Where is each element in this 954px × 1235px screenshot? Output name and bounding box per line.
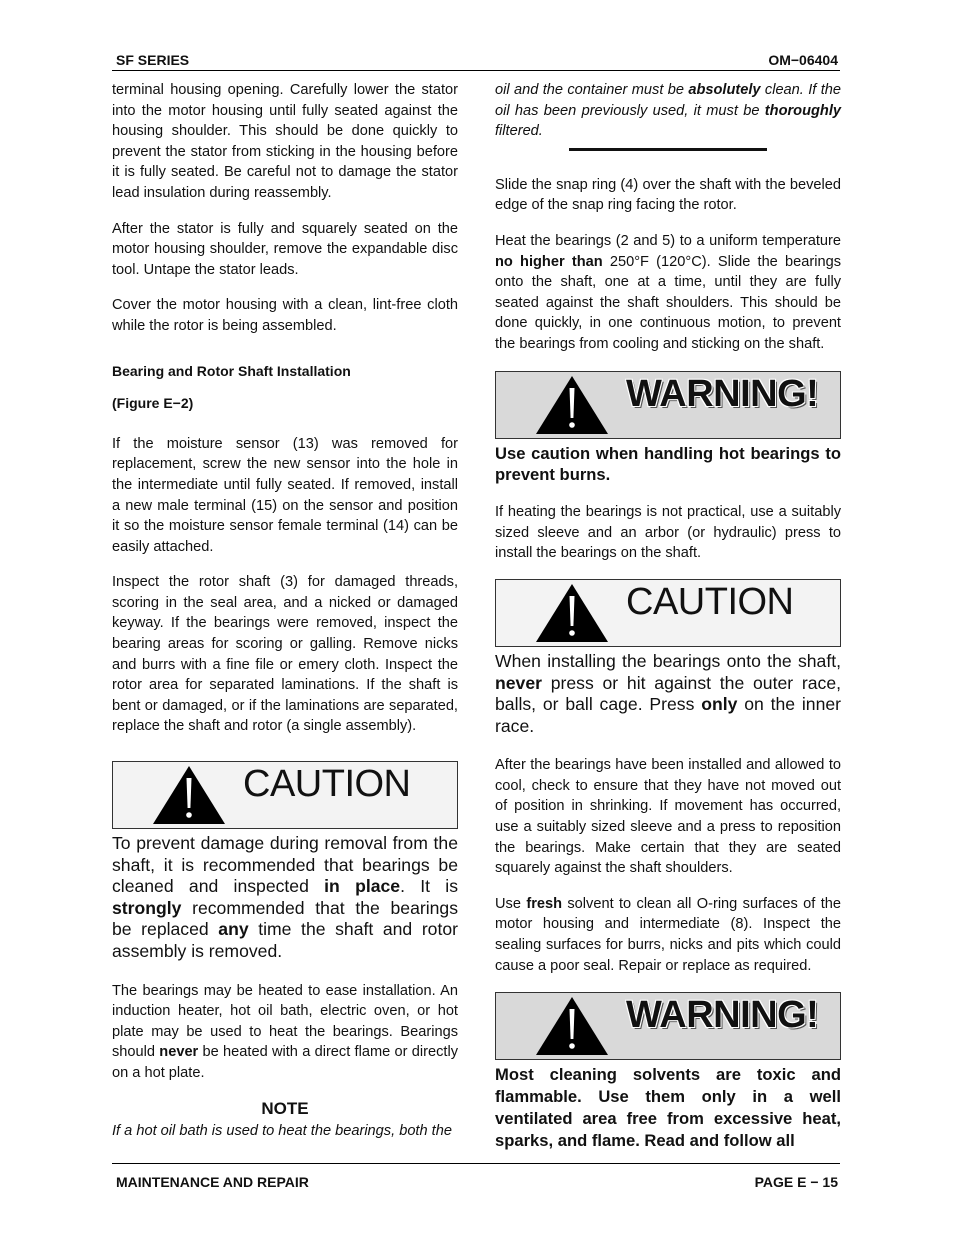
caution-label: CAUTION xyxy=(243,763,411,806)
paragraph: After the bearings have been installed and allowed to cool, check to ensure that they have not moved out of position in shrinking. If movement has occurred, use a suitably sized sleeve and a press to reposition the bearings. Make certain that they are seated squarely against the shaft shoulders. xyxy=(495,757,841,877)
right-column xyxy=(495,80,841,1151)
warning-label: WARNING! xyxy=(626,994,819,1037)
exclamation-triangle-icon xyxy=(534,995,610,1057)
note-end-rule xyxy=(569,148,767,151)
caution-banner xyxy=(112,761,458,829)
page-number: PAGE E − 15 xyxy=(754,1174,838,1190)
paragraph: Cover the motor housing with a clean, lint-free cloth while the rotor is being assembled. xyxy=(112,297,458,334)
note-continued: oil and the container must be absolutely clean. If the oil has been previously used, it must be thoroughly filtered. xyxy=(495,82,841,140)
warning-banner xyxy=(495,992,841,1060)
warning-message: Use caution when handling hot bearings to prevent burns. xyxy=(495,443,841,485)
figure-reference: (Figure E−2) xyxy=(112,395,194,412)
note-heading: NOTE xyxy=(261,1098,309,1118)
exclamation-triangle-icon xyxy=(534,374,610,436)
left-column xyxy=(112,80,458,1157)
exclamation-triangle-icon xyxy=(534,582,610,644)
paragraph: Inspect the rotor shaft (3) for damaged threads, scoring in the seal area, and a nicked or damaged keyway. If the bearings were removed, inspect the bearing areas for scoring or galling. Remove nicks and burrs with a fine file or emery cloth. Inspect the rotor area for separated laminations. If the shaft is bent or damaged, or if the laminations are separated, replace the shaft and rotor (a single assembly). xyxy=(112,574,458,735)
caution-message: When installing the bearings onto the shaft, never press or hit against the outer race, balls, or ball cage. Press only on the inner race. xyxy=(495,650,841,736)
paragraph: After the stator is fully and squarely seated on the motor housing shoulder, remove the expandable disc tool. Untape the stator leads. xyxy=(112,220,458,278)
paragraph: If the moisture sensor (13) was removed for replacement, screw the new sensor into the hole in the intermediate until fully seated. If removed, install a new male terminal (15) on the sensor and position it so the moisture sensor female terminal (14) can be easily attached. xyxy=(112,435,458,555)
caution-label: CAUTION xyxy=(626,580,794,623)
paragraph: Use fresh solvent to clean all O-ring surfaces of the motor housing and intermediate (8). Inspect the sealing surfaces for burrs, nicks and pits which could cause a poor seal. Repair or replace as required. xyxy=(495,895,841,974)
exclamation-triangle-icon xyxy=(151,764,227,826)
note-text: If a hot oil bath is used to heat the bearings, both the xyxy=(112,1123,452,1140)
paragraph: terminal housing opening. Carefully lower the stator into the motor housing until fully seated against the housing shoulder. This should be done quickly to prevent the stator from sticking in the housing before it is fully seated. Be careful not to damage the stator lead insulation during reassembly. xyxy=(112,82,458,201)
chapter-title: MAINTENANCE AND REPAIR xyxy=(116,1174,309,1190)
warning-label: WARNING! xyxy=(626,372,819,415)
paragraph: If heating the bearings is not practical, use a suitably sized sleeve and an arbor (or hydraulic) press to install the bearings on the shaft. xyxy=(495,504,841,562)
paragraph: Slide the snap ring (4) over the shaft with the beveled edge of the snap ring facing the rotor. xyxy=(495,176,841,214)
series-label: SF SERIES xyxy=(116,52,190,68)
warning-banner xyxy=(495,371,841,439)
page-footer xyxy=(112,1163,840,1190)
document-number: OM−06404 xyxy=(768,52,838,68)
paragraph: The bearings may be heated to ease installation. An induction heater, hot oil bath, electric oven, or hot plate may be used to heat the bearings. Bearings should never be heated with a direct flame or directly on a hot plate. xyxy=(112,982,459,1081)
caution-banner xyxy=(495,579,841,647)
warning-message: Most cleaning solvents are toxic and flammable. Use them only in a well ventilated area free from excessive heat, sparks, and flame. Read and follow all xyxy=(495,1065,841,1150)
section-title: Bearing and Rotor Shaft Installation xyxy=(112,362,351,379)
caution-message: To prevent damage during removal from the shaft, it is recommended that bearings be cleaned and inspected in place. It is strongly recommended that the bearings be replaced any time the shaft and rotor assembly is removed. xyxy=(112,833,459,961)
paragraph: Heat the bearings (2 and 5) to a uniform temperature no higher than 250°F (120°C). Slide the bearings onto the shaft, one at a time, until they are fully seated against the shaft shoulders. This should be done quickly, in one continuous motion, to prevent the bearings from cooling and sticking on the shaft. xyxy=(495,232,841,352)
page-header xyxy=(112,52,840,71)
